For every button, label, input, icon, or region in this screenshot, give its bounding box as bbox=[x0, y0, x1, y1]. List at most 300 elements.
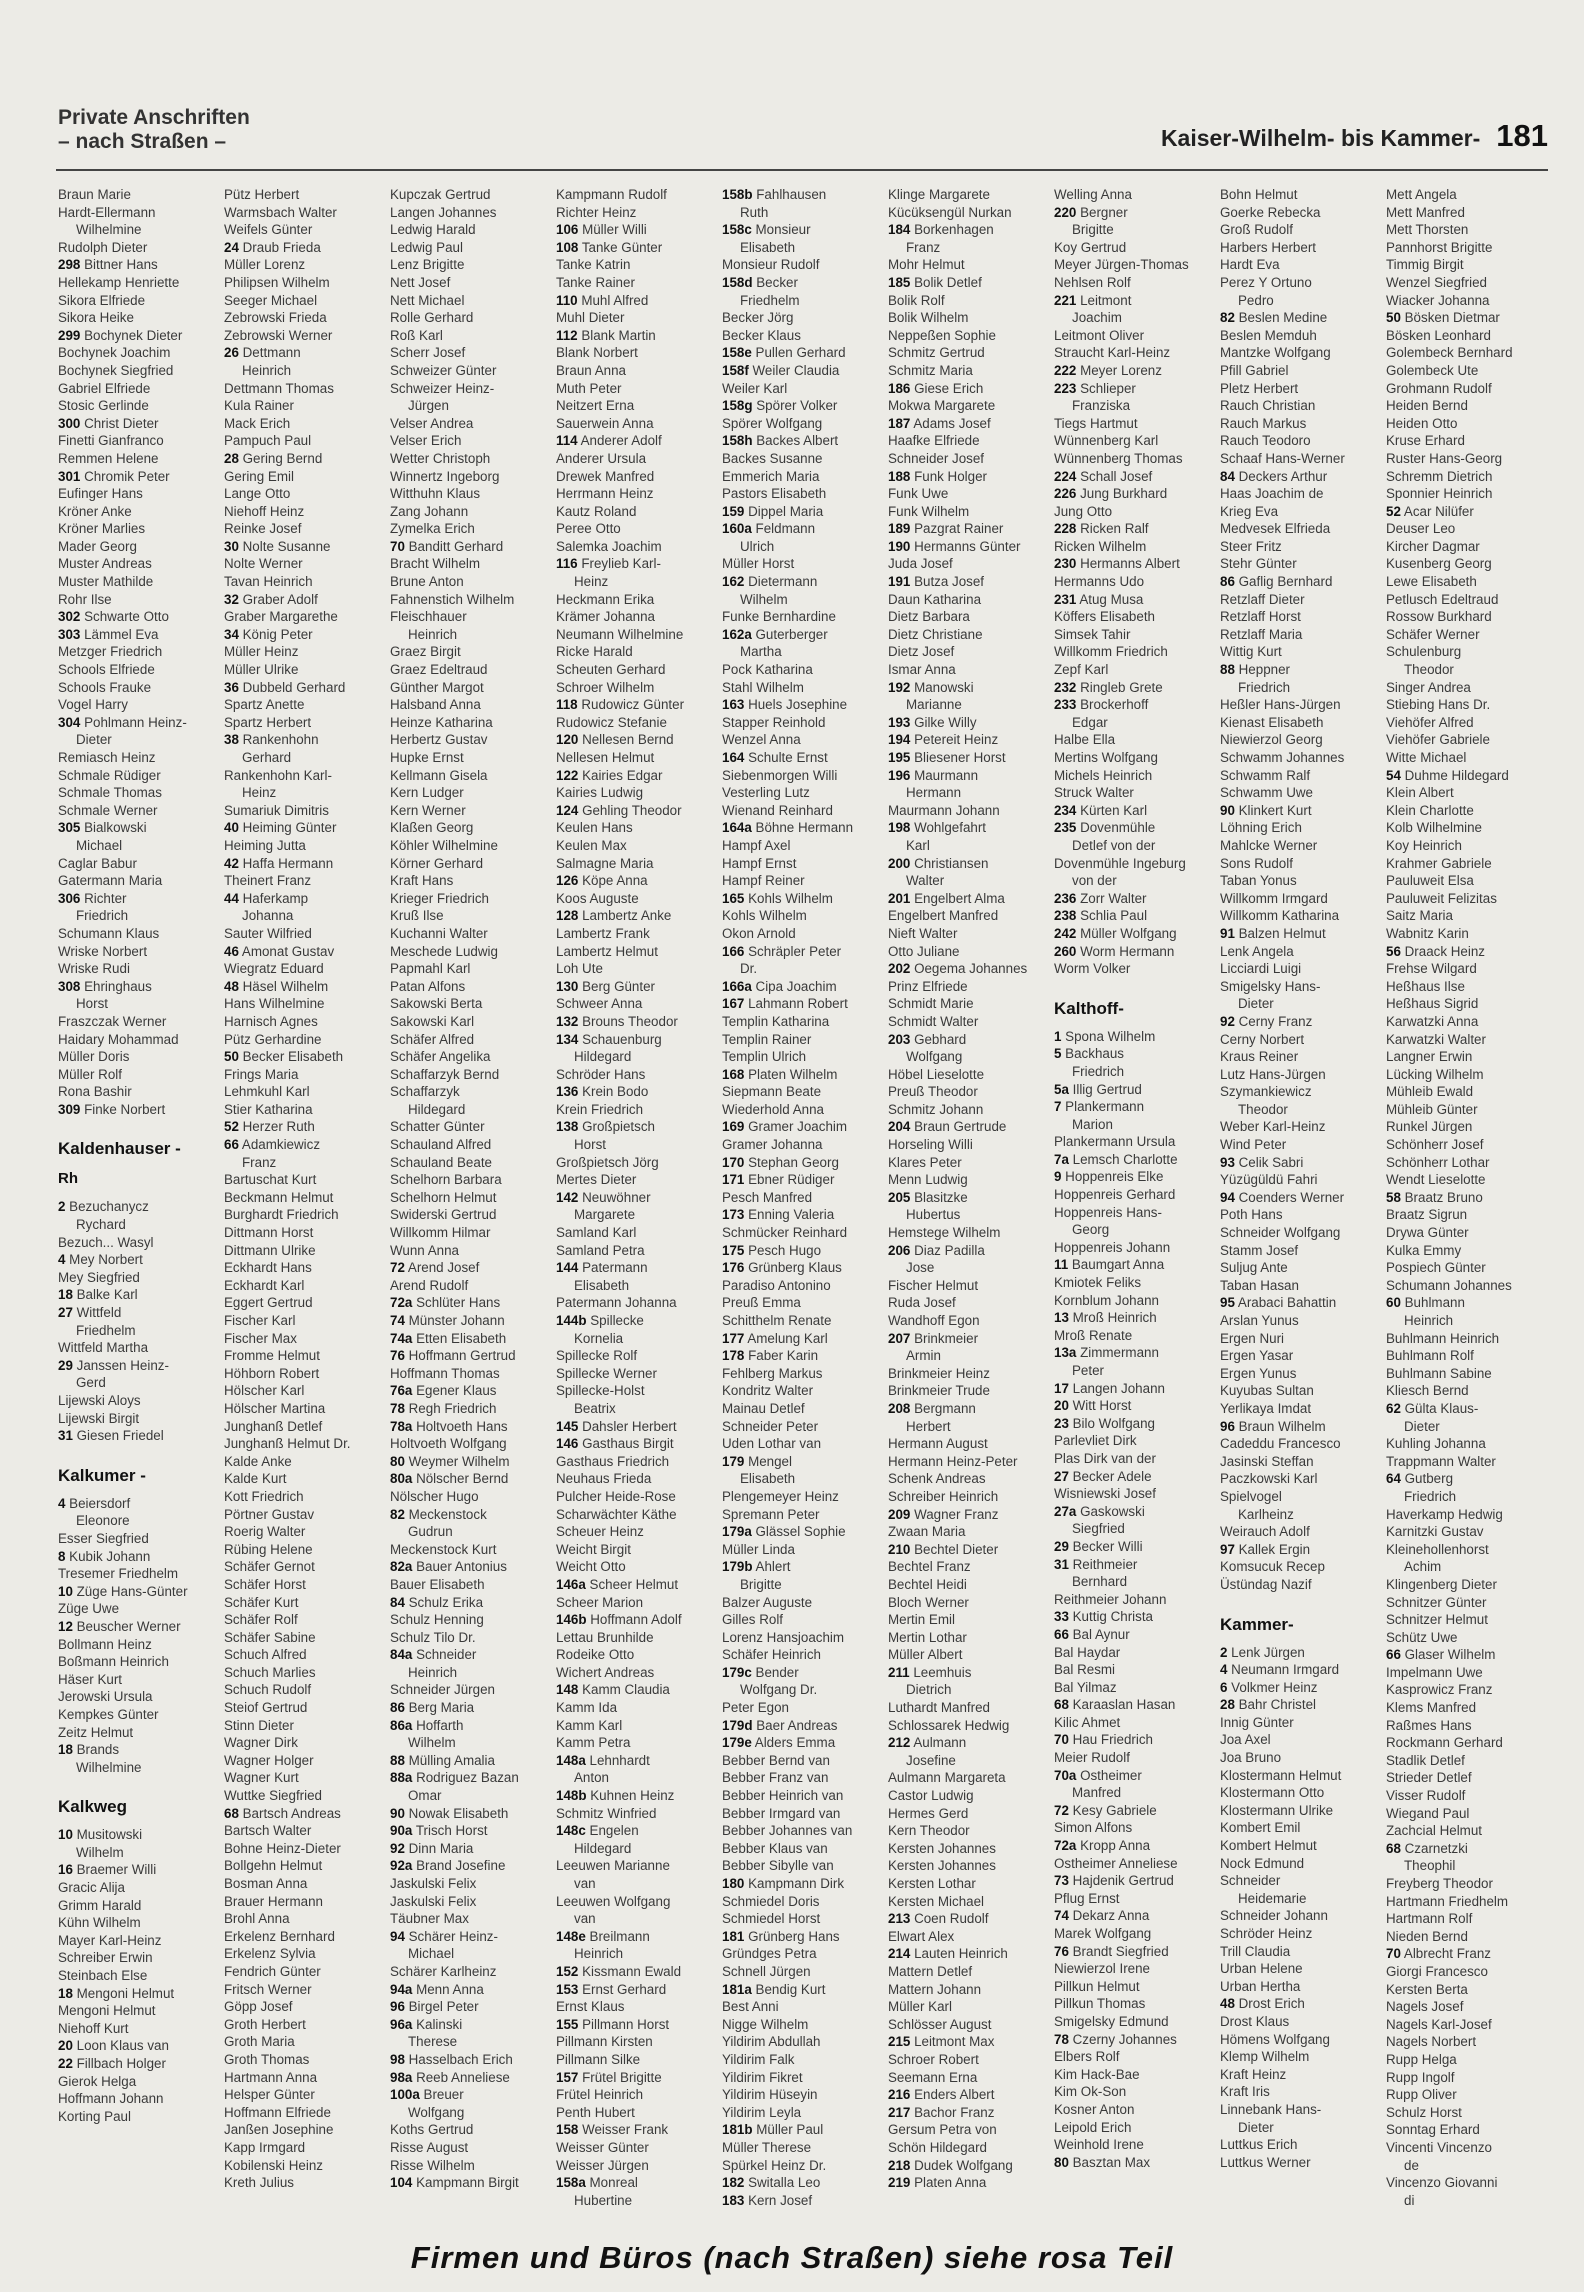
listing-entry: 74 Dekarz Anna bbox=[1054, 1908, 1150, 1924]
listing-entry: Anderer Ursula bbox=[556, 450, 647, 466]
listing-entry-continuation: Siegfried bbox=[1072, 1521, 1125, 1537]
listing-entry: Nolte Werner bbox=[224, 556, 303, 572]
listing-entry-continuation: Heinrich bbox=[242, 362, 292, 378]
house-number: 159 bbox=[722, 503, 745, 519]
house-number: 209 bbox=[888, 1506, 911, 1522]
house-number: 162 bbox=[722, 574, 745, 590]
listing-entry: Wiederhold Anna bbox=[722, 1101, 824, 1117]
listing-entry: Weisser Günter bbox=[556, 2139, 649, 2155]
listing-entry: Luttkus Werner bbox=[1220, 2154, 1311, 2170]
listing-entry: 183 Kern Josef bbox=[722, 2192, 813, 2208]
listing-entry: 302 Schwarte Otto bbox=[58, 609, 169, 625]
house-number: 215 bbox=[888, 2034, 911, 2050]
listing-entry: Schwamm Uwe bbox=[1220, 785, 1314, 801]
house-number: 28 bbox=[1220, 1697, 1235, 1713]
house-number: 179a bbox=[722, 1524, 752, 1540]
listing-entry: Schmücker Reinhard bbox=[722, 1225, 848, 1241]
house-number: 24 bbox=[224, 239, 239, 255]
listing-entry: Tavan Heinrich bbox=[224, 574, 313, 590]
listing-entry: 4 Neumann Irmgard bbox=[1220, 1662, 1340, 1678]
house-number: 179b bbox=[722, 1559, 753, 1575]
listing-entry: Juda Josef bbox=[888, 556, 953, 572]
listing-entry: Lambertz Helmut bbox=[556, 943, 658, 959]
listing-entry: Vincenti Vincenzo bbox=[1386, 2139, 1492, 2155]
listing-entry: Bebber Johannes van bbox=[722, 1823, 853, 1839]
listing-entry: 33 Kuttig Christa bbox=[1054, 1609, 1154, 1625]
listing-entry-continuation: Elisabeth bbox=[740, 1471, 796, 1487]
listing-entry: Pauluweit Elsa bbox=[1386, 873, 1474, 889]
listing-entry: Kruß Ilse bbox=[390, 908, 444, 924]
listing-entry: Willkomm Friedrich bbox=[1054, 644, 1168, 660]
listing-entry: 30 Nolte Susanne bbox=[224, 538, 331, 554]
listing-entry: 148 Kamm Claudia bbox=[556, 1682, 670, 1698]
listing-entry: Groth Maria bbox=[224, 2034, 295, 2050]
house-number: 232 bbox=[1054, 679, 1077, 695]
listing-entry: Parlevliet Dirk bbox=[1054, 1433, 1137, 1449]
listing-entry: 306 Richter bbox=[58, 890, 127, 906]
house-number: 116 bbox=[556, 556, 578, 572]
listing-entry: Warmsbach Walter bbox=[224, 204, 337, 220]
house-number: 191 bbox=[888, 574, 911, 590]
listing-entry: 28 Gering Bernd bbox=[224, 450, 323, 466]
listing-entry: 179b Ahlert bbox=[722, 1559, 791, 1575]
listing-entry: Arend Rudolf bbox=[390, 1277, 469, 1293]
listing-entry: Spielvogel bbox=[1220, 1488, 1282, 1504]
listing-entry-continuation: Dieter bbox=[1404, 1418, 1440, 1434]
house-number: 219 bbox=[888, 2175, 911, 2191]
listing-entry: Mett Angela bbox=[1386, 187, 1457, 202]
listing-entry: Penth Hubert bbox=[556, 2104, 635, 2120]
house-number: 212 bbox=[888, 1735, 911, 1751]
listing-entry: Hoppenreis Hans- bbox=[1054, 1204, 1162, 1220]
listing-entry: Nigge Wilhelm bbox=[722, 2016, 809, 2032]
listing-entry: 96 Birgel Peter bbox=[390, 1999, 479, 2015]
house-number: 207 bbox=[888, 1330, 911, 1346]
listing-entry: Kempkes Günter bbox=[58, 1706, 159, 1722]
listing-entry: Hardt Eva bbox=[1220, 257, 1280, 273]
listing-entry: Bartuschat Kurt bbox=[224, 1172, 317, 1188]
listing-entry: Drewek Manfred bbox=[556, 468, 655, 484]
house-number: 306 bbox=[58, 890, 81, 906]
house-number: 76a bbox=[390, 1383, 413, 1399]
listing-entry: Schulz Tilo Dr. bbox=[390, 1629, 476, 1645]
listing-entry: Worm Volker bbox=[1054, 961, 1131, 977]
listing-entry: Philipsen Wilhelm bbox=[224, 274, 330, 290]
listing-entry: 54 Duhme Hildegard bbox=[1386, 767, 1509, 783]
listing-entry: 215 Leitmont Max bbox=[888, 2034, 995, 2050]
listing-entry-continuation: Franz bbox=[242, 1154, 277, 1170]
listing-entry-continuation: Heidemarie bbox=[1238, 1890, 1307, 1906]
listing-entry: Dittmann Ulrike bbox=[224, 1242, 316, 1258]
listing-entry: Rohr Ilse bbox=[58, 591, 112, 607]
listing-entry: Stinn Dieter bbox=[224, 1717, 294, 1733]
house-number: 187 bbox=[888, 415, 911, 431]
listing-entry: Golembeck Ute bbox=[1386, 362, 1479, 378]
listing-entry: Balzer Auguste bbox=[722, 1594, 813, 1610]
listing-entry: Daun Katharina bbox=[888, 591, 982, 607]
listing-entry: 96a Kalinski bbox=[390, 2016, 463, 2032]
listing-entry: Reithmeier Johann bbox=[1054, 1591, 1167, 1607]
listing-entry: Kott Friedrich bbox=[224, 1488, 304, 1504]
listing-entry-continuation: Heinrich bbox=[1404, 1313, 1454, 1328]
listing-entry: 92 Dinn Maria bbox=[390, 1840, 474, 1856]
listing-entry: 62 Gülta Klaus- bbox=[1386, 1400, 1479, 1416]
listing-entry: Kim Hack-Bae bbox=[1054, 2066, 1140, 2082]
listing-entry: Wienand Reinhard bbox=[722, 802, 833, 818]
listing-entry: Schelhorn Barbara bbox=[390, 1172, 502, 1188]
listing-entry-continuation: Friedrich bbox=[1404, 1488, 1457, 1504]
listing-entry: Weifels Günter bbox=[224, 222, 313, 238]
listing-entry: Wünnenberg Karl bbox=[1054, 433, 1159, 449]
house-number: 76 bbox=[390, 1348, 405, 1364]
listing-entry: 144 Patermann bbox=[556, 1260, 648, 1276]
listing-entry: 187 Adams Josef bbox=[888, 415, 991, 431]
listing-entry: Spürkel Heinz Dr. bbox=[722, 2157, 827, 2173]
house-number: 72 bbox=[1054, 1802, 1069, 1818]
listing-entry: Wagner Holger bbox=[224, 1752, 314, 1768]
listing-entry: 148b Kuhnen Heinz bbox=[556, 1788, 675, 1804]
house-number: 90 bbox=[1220, 802, 1235, 818]
listing-entry: Joa Bruno bbox=[1220, 1750, 1282, 1766]
listing-entry-continuation: Heinz bbox=[574, 574, 609, 590]
house-number: 48 bbox=[1220, 1996, 1235, 2012]
listing-entry: Hampf Ernst bbox=[722, 855, 797, 871]
listing-entry: Nellesen Helmut bbox=[556, 750, 655, 765]
street-heading: Kammer- bbox=[1220, 1614, 1294, 1634]
house-number: 164a bbox=[722, 820, 752, 836]
listing-entry: Kusenberg Georg bbox=[1386, 556, 1492, 572]
listing-entry: 210 Bechtel Dieter bbox=[888, 1541, 999, 1557]
house-number: 126 bbox=[556, 873, 579, 889]
listing-entry: Sponnier Heinrich bbox=[1386, 486, 1493, 502]
listing-entry: 4 Beiersdorf bbox=[58, 1495, 131, 1511]
house-number: 62 bbox=[1386, 1400, 1401, 1416]
listing-entry: 76 Brandt Siegfried bbox=[1054, 1943, 1169, 1959]
listing-entry: Zebrowski Frieda bbox=[224, 310, 327, 326]
listing-entry: Bollmann Heinz bbox=[58, 1636, 152, 1652]
listing-entry: Kellmann Gisela bbox=[390, 767, 488, 783]
listing-entry: Kombert Emil bbox=[1220, 1820, 1301, 1836]
listing-entry: Horseling Willi bbox=[888, 1137, 973, 1153]
listing-entry: Bloch Werner bbox=[888, 1594, 969, 1610]
street-heading: Kalkumer - bbox=[58, 1465, 146, 1485]
listing-entry: 128 Lambertz Anke bbox=[556, 908, 672, 924]
listing-entry-continuation: Michael bbox=[76, 837, 123, 853]
listing-entry: 78a Holtvoeth Hans bbox=[390, 1418, 508, 1434]
listing-entry: Wabnitz Karin bbox=[1386, 925, 1469, 941]
listing-entry: Samland Karl bbox=[556, 1225, 637, 1241]
house-number: 114 bbox=[556, 433, 578, 449]
listing-entry: Tanke Rainer bbox=[556, 274, 635, 290]
house-number: 308 bbox=[58, 978, 81, 994]
listing-entry: Pospiech Günter bbox=[1386, 1260, 1486, 1276]
house-number: 98 bbox=[390, 2051, 405, 2067]
listing-entry: Yerlikaya Imdat bbox=[1220, 1400, 1312, 1416]
listing-entry: Jaskulski Felix bbox=[390, 1876, 477, 1891]
listing-entry: Weinhold Irene bbox=[1054, 2137, 1144, 2153]
listing-entry: Eggert Gertrud bbox=[224, 1295, 313, 1311]
listing-entry-continuation: Edgar bbox=[1072, 714, 1108, 730]
listing-entry: Rauch Christian bbox=[1220, 398, 1316, 414]
listing-entry: 231 Atug Musa bbox=[1054, 591, 1144, 607]
listing-entry-continuation: Hermann bbox=[906, 785, 962, 801]
listing-entry: 301 Chromik Peter bbox=[58, 468, 170, 484]
listing-entry: Kröner Marlies bbox=[58, 521, 146, 537]
listing-entry: Siepmann Beate bbox=[722, 1084, 822, 1100]
listing-entry: Niehoff Kurt bbox=[58, 2020, 129, 2036]
listing-entry: Siebenmorgen Willi bbox=[722, 767, 838, 783]
listing-entry: Becker Klaus bbox=[722, 327, 801, 343]
listing-entry: Eckhardt Hans bbox=[224, 1260, 312, 1276]
listing-entry: Beslen Memduh bbox=[1220, 327, 1317, 343]
house-number: 170 bbox=[722, 1154, 745, 1170]
listing-entry: Bracht Wilhelm bbox=[390, 556, 481, 572]
listing-entry: Brauer Hermann bbox=[224, 1893, 323, 1909]
listing-entry: 206 Diaz Padilla bbox=[888, 1242, 985, 1258]
listing-entry: 158d Becker bbox=[722, 274, 798, 290]
listing-entry: Bezuch... Wasyl bbox=[58, 1234, 154, 1250]
listing-entry: Herrmann Heinz bbox=[556, 486, 654, 502]
listing-entry: 186 Giese Erich bbox=[888, 380, 984, 396]
listing-entry: 192 Manowski bbox=[888, 679, 974, 695]
house-number: 78a bbox=[390, 1418, 413, 1434]
listing-entry: 97 Kallek Ergin bbox=[1220, 1541, 1311, 1557]
house-number: 22 bbox=[58, 2056, 73, 2071]
listing-entry: Singer Andrea bbox=[1386, 679, 1471, 695]
listing-entry: 179e Alders Emma bbox=[722, 1735, 836, 1751]
listing-entry: Müller Albert bbox=[888, 1647, 963, 1663]
listing-entry: Linnebank Hans- bbox=[1220, 2101, 1322, 2117]
listing-entry: 189 Pazgrat Rainer bbox=[888, 521, 1004, 537]
listing-entry: Rolle Gerhard bbox=[390, 310, 474, 326]
listing-entry: Klein Charlotte bbox=[1386, 802, 1474, 818]
listing-entry: Schnitzer Helmut bbox=[1386, 1612, 1488, 1628]
listing-entry: 90a Trisch Horst bbox=[390, 1823, 488, 1839]
listing-entry: 68 Czarnetzki bbox=[1386, 1840, 1468, 1856]
listing-entry: Blank Norbert bbox=[556, 345, 638, 361]
listing-entry: 27a Gaskowski bbox=[1054, 1503, 1145, 1519]
house-number: 233 bbox=[1054, 697, 1077, 713]
listing-entry: Kondritz Walter bbox=[722, 1383, 814, 1399]
listing-entry: Mertes Dieter bbox=[556, 1172, 637, 1188]
listing-entry: Schneider Jürgen bbox=[390, 1682, 495, 1698]
listing-entry: Kapp Irmgard bbox=[224, 2139, 306, 2155]
listing-entry: Höhborn Robert bbox=[224, 1365, 320, 1381]
listing-entry: Mertin Lothar bbox=[888, 1629, 967, 1645]
house-number: 8 bbox=[58, 1548, 66, 1564]
listing-entry: 138 Großpietsch bbox=[556, 1119, 655, 1135]
listing-entry: Kersten Berta bbox=[1386, 1981, 1468, 1997]
listing-entry: Keulen Max bbox=[556, 837, 627, 853]
listing-entry: Swiderski Gertrud bbox=[390, 1207, 497, 1223]
listing-entry: Paczkowski Karl bbox=[1220, 1471, 1318, 1487]
listing-entry-continuation: Friedrich bbox=[1238, 679, 1291, 695]
listing-entry: 108 Tanke Günter bbox=[556, 239, 663, 255]
house-number: 96 bbox=[390, 1999, 405, 2015]
house-number: 2 bbox=[58, 1199, 66, 1215]
house-number: 80a bbox=[390, 1471, 413, 1487]
listing-entry: Witte Michael bbox=[1386, 750, 1467, 765]
listing-entry: Rupp Oliver bbox=[1386, 2087, 1457, 2103]
house-number: 93 bbox=[1220, 1154, 1235, 1170]
listing-entry-continuation: Wolfgang bbox=[906, 1049, 963, 1065]
listing-entry: Sons Rudolf bbox=[1220, 855, 1293, 871]
listing-entry-continuation: Karl bbox=[906, 837, 930, 853]
listing-entry: 48 Drost Erich bbox=[1220, 1996, 1305, 2012]
listing-entry: 110 Muhl Alfred bbox=[556, 292, 649, 308]
listing-entry: Schmitz Gertrud bbox=[888, 345, 985, 361]
house-number: 179 bbox=[722, 1453, 745, 1469]
listing-entry: 6 Volkmer Heinz bbox=[1220, 1679, 1318, 1695]
listing-entry: Krieger Friedrich bbox=[390, 890, 489, 906]
listing-entry: Luttkus Erich bbox=[1220, 2137, 1298, 2153]
house-number: 205 bbox=[888, 1189, 911, 1205]
listing-entry: Ricke Harald bbox=[556, 644, 633, 660]
listing-entry: Kairies Ludwig bbox=[556, 785, 644, 801]
listing-entry: Rudolph Dieter bbox=[58, 239, 148, 255]
house-number: 228 bbox=[1054, 521, 1077, 537]
listing-entry: Richter Heinz bbox=[556, 204, 637, 220]
house-number: 88 bbox=[1220, 662, 1235, 678]
listing-entry: Schremm Dietrich bbox=[1386, 468, 1493, 484]
house-number: 72 bbox=[390, 1260, 405, 1276]
listing-entry: Hartmann Anna bbox=[224, 2069, 318, 2085]
listing-entry: 304 Pohlmann Heinz- bbox=[58, 714, 187, 730]
listing-entry-continuation: Hubertine bbox=[574, 2192, 633, 2208]
listing-entry: Runkel Jürgen bbox=[1386, 1119, 1473, 1135]
house-number: 163 bbox=[722, 697, 745, 713]
house-number: 82 bbox=[390, 1506, 405, 1522]
listing-entry-continuation: Hildegard bbox=[408, 1101, 466, 1117]
listing-entry: Buhlmann Heinrich bbox=[1386, 1330, 1500, 1346]
listing-entry: Pauluweit Felizitas bbox=[1386, 890, 1497, 906]
listing-entry: Schools Frauke bbox=[58, 679, 152, 695]
listing-entry: Simon Alfons bbox=[1054, 1820, 1133, 1836]
listing-entry: Schaaf Hans-Werner bbox=[1220, 450, 1345, 466]
house-number: 29 bbox=[1054, 1538, 1069, 1554]
listing-entry: Best Anni bbox=[722, 1999, 779, 2015]
house-number: 70a bbox=[1054, 1767, 1077, 1783]
house-number: 173 bbox=[722, 1207, 745, 1223]
listing-entry: Pannhorst Brigitte bbox=[1386, 239, 1493, 255]
listing-entry: 98 Hasselbach Erich bbox=[390, 2051, 513, 2067]
listing-entry: 74 Münster Johann bbox=[390, 1313, 505, 1328]
house-number: 74 bbox=[1054, 1908, 1069, 1924]
listing-entry: 145 Dahsler Herbert bbox=[556, 1418, 677, 1434]
house-number: 56 bbox=[1386, 943, 1401, 959]
listing-entry: Willkomm Katharina bbox=[1220, 908, 1340, 924]
listing-entry: Schools Elfriede bbox=[58, 662, 155, 678]
listing-entry: Heiden Bernd bbox=[1386, 398, 1468, 414]
listing-entry: Schulz Horst bbox=[1386, 2104, 1462, 2120]
listing-entry: Frütel Heinrich bbox=[556, 2087, 644, 2103]
listing-entry: Zeitz Helmut bbox=[58, 1724, 134, 1740]
listing-entry: 158 Weisser Frank bbox=[556, 2122, 669, 2138]
listing-entry: 158e Pullen Gerhard bbox=[722, 345, 846, 361]
listing-entry: 136 Krein Bodo bbox=[556, 1084, 649, 1100]
listing-entry: 58 Braatz Bruno bbox=[1386, 1189, 1483, 1205]
listing-entry: Bosman Anna bbox=[224, 1876, 308, 1891]
listing-entry-continuation: Gerd bbox=[76, 1375, 106, 1391]
listing-entry: 106 Müller Willi bbox=[556, 222, 647, 238]
listing-entry: Kuchanni Walter bbox=[390, 925, 488, 941]
listing-entry: 52 Herzer Ruth bbox=[224, 1119, 315, 1135]
listing-entry: Müller Karl bbox=[888, 1999, 952, 2015]
house-number: 148c bbox=[556, 1823, 586, 1839]
listing-entry-continuation: Georg bbox=[1072, 1222, 1110, 1238]
listing-entry: 221 Leitmont bbox=[1054, 292, 1132, 308]
listing-entry: Drywa Günter bbox=[1386, 1225, 1469, 1241]
listing-entry: Ergen Yunus bbox=[1220, 1365, 1297, 1381]
house-number: 192 bbox=[888, 679, 911, 695]
house-number: 148b bbox=[556, 1788, 587, 1804]
listing-entry: Groß Rudolf bbox=[1220, 222, 1293, 238]
listing-entry: Tanke Katrin bbox=[556, 257, 631, 273]
listing-entry: Kombert Helmut bbox=[1220, 1838, 1317, 1854]
listing-entry: 16 Braemer Willi bbox=[58, 1862, 157, 1878]
listing-entry: 308 Ehringhaus bbox=[58, 978, 152, 994]
listing-entry: Yüzügüldü Fahri bbox=[1220, 1172, 1318, 1188]
listing-entry: Schroer Wilhelm bbox=[556, 679, 655, 695]
listing-entry: Prinz Elfriede bbox=[888, 978, 968, 994]
listing-entry: Elwart Alex bbox=[888, 1928, 955, 1944]
listing-entry: Pletz Herbert bbox=[1220, 380, 1299, 396]
house-number: 165 bbox=[722, 890, 745, 906]
listing-entry-continuation: Armin bbox=[906, 1348, 941, 1364]
listing-entry: Schröder Heinz bbox=[1220, 1926, 1313, 1941]
listing-entry: 84 Schulz Erika bbox=[390, 1594, 484, 1610]
listing-entry: Zwaan Maria bbox=[888, 1524, 966, 1540]
house-number: 196 bbox=[888, 767, 911, 783]
listing-entry: Kamm Ida bbox=[556, 1700, 618, 1716]
listing-entry: Bebber Bernd van bbox=[722, 1752, 830, 1768]
house-number: 30 bbox=[224, 538, 239, 554]
house-number: 208 bbox=[888, 1400, 911, 1416]
house-number: 18 bbox=[58, 1985, 73, 2001]
footer-note: Firmen und Büros (nach Straßen) siehe rosa Teil bbox=[410, 2240, 1174, 2275]
listing-entry: Leeuwen Marianne bbox=[556, 1858, 670, 1874]
listing-entry: 170 Stephan Georg bbox=[722, 1154, 839, 1170]
house-number: 221 bbox=[1054, 292, 1077, 308]
listing-entry: 86 Gaflig Bernhard bbox=[1220, 574, 1333, 590]
listing-entry: Höbel Lieselotte bbox=[888, 1066, 985, 1082]
listing-entry: Lorenz Hansjoachim bbox=[722, 1629, 845, 1645]
listing-entry-continuation: Peter bbox=[1072, 1363, 1105, 1378]
listing-entry: Nock Edmund bbox=[1220, 1855, 1305, 1871]
listing-entry: Bösken Leonhard bbox=[1386, 327, 1491, 343]
house-number: 42 bbox=[224, 855, 239, 871]
listing-entry: Schumann Klaus bbox=[58, 925, 160, 941]
listing-entry: Fritsch Werner bbox=[224, 1981, 312, 1997]
listing-entry: Koos Auguste bbox=[556, 890, 639, 906]
listing-entry: Lehmkuhl Karl bbox=[224, 1084, 310, 1100]
listing-entry: Finetti Gianfranco bbox=[58, 433, 164, 449]
section-label bbox=[58, 106, 250, 154]
house-number: 95 bbox=[1220, 1295, 1235, 1311]
listing-entry: Maurmann Johann bbox=[888, 802, 1000, 818]
listing-entry: Hoffmann Elfriede bbox=[224, 2104, 331, 2120]
listing-entry: Kreth Julius bbox=[224, 2175, 294, 2191]
house-number: 60 bbox=[1386, 1295, 1401, 1311]
house-number: 298 bbox=[58, 257, 81, 273]
listing-entry: Hoffmann Thomas bbox=[390, 1365, 500, 1381]
listing-entry: Weirauch Adolf bbox=[1220, 1524, 1310, 1540]
house-number: 158a bbox=[556, 2175, 586, 2191]
house-number: 148 bbox=[556, 1682, 579, 1698]
listing-entry: Pesch Manfred bbox=[722, 1189, 813, 1205]
listing-entry: Struck Walter bbox=[1054, 785, 1134, 801]
listing-entry: Hermann Heinz-Peter bbox=[888, 1453, 1018, 1469]
